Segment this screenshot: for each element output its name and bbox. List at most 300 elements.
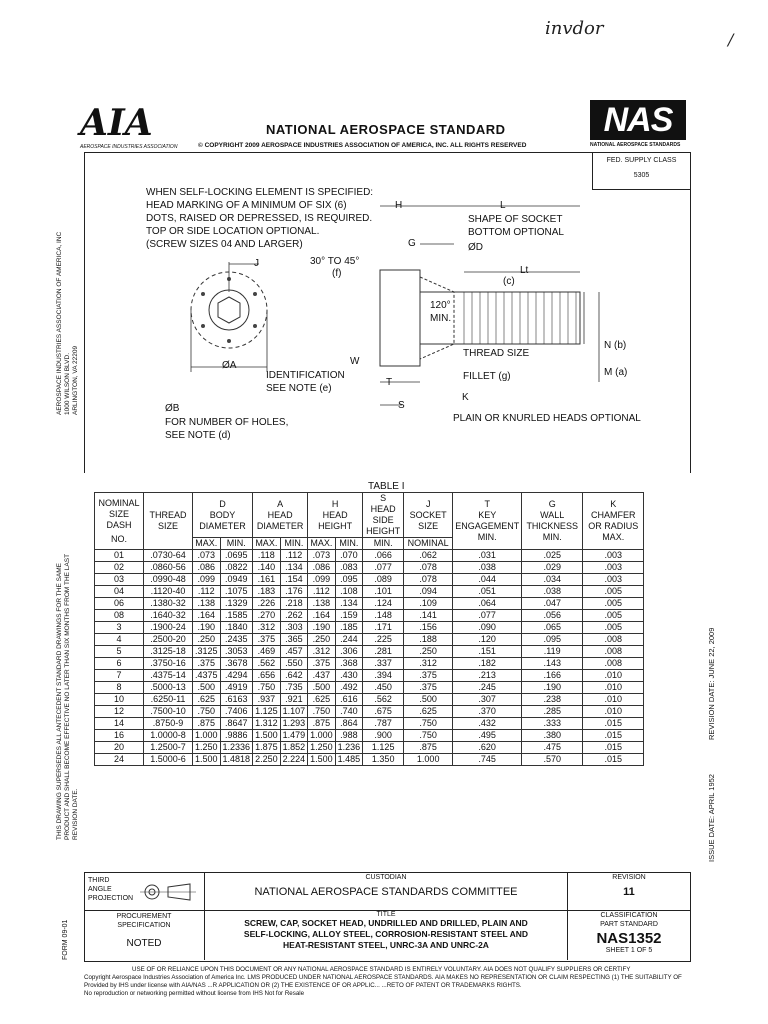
table-cell: 1.5000-6 [144, 754, 193, 766]
table-cell: .073 [308, 550, 336, 562]
table-cell: 24 [95, 754, 144, 766]
table-cell: 1.250 [193, 742, 221, 754]
table-cell: .787 [363, 718, 404, 730]
table-cell: .270 [253, 610, 281, 622]
table-cell: .745 [453, 754, 522, 766]
table-cell: .083 [335, 562, 363, 574]
table-row [95, 586, 644, 598]
table-title: TABLE I [368, 481, 405, 492]
table-cell: 1.350 [363, 754, 404, 766]
table-cell: .495 [453, 730, 522, 742]
table-row [95, 622, 644, 634]
table-cell: .337 [363, 658, 404, 670]
table-cell: .875 [193, 718, 221, 730]
table-row [95, 574, 644, 586]
table-cell: .1380-32 [144, 598, 193, 610]
spec-table-wrap [94, 492, 644, 766]
dim-s: S [398, 400, 405, 411]
table-cell: .109 [404, 598, 453, 610]
projection-box: THIRD ANGLE PROJECTION [84, 872, 205, 911]
table-cell: 3 [95, 622, 144, 634]
table-cell: 1.479 [280, 730, 308, 742]
table-cell: .166 [522, 670, 583, 682]
table-cell: 2.224 [280, 754, 308, 766]
table-cell: .306 [335, 646, 363, 658]
table-cell: .307 [453, 694, 522, 706]
table-cell: 1.4818 [220, 754, 253, 766]
table-row [95, 634, 644, 646]
table-row [95, 754, 644, 766]
sheet-number: SHEET 1 OF 5 [605, 947, 653, 954]
table-cell: .148 [363, 610, 404, 622]
table-cell: .218 [280, 598, 308, 610]
table-cell: 16 [95, 730, 144, 742]
dim-d: ØD [468, 242, 483, 253]
table-cell: .0949 [220, 574, 253, 586]
table-cell: .0695 [220, 550, 253, 562]
table-cell: .365 [280, 634, 308, 646]
table-cell: .262 [280, 610, 308, 622]
table-row [95, 658, 644, 670]
table-cell: .164 [193, 610, 221, 622]
table-cell: .285 [522, 706, 583, 718]
table-cell: .864 [335, 718, 363, 730]
table-cell: 1.875 [253, 742, 281, 754]
nas-logo-sub: NATIONAL AEROSPACE STANDARDS [590, 142, 681, 148]
aia-logo: AIA AEROSPACE INDUSTRIES ASSOCIATION [80, 102, 178, 150]
table-cell: .025 [522, 550, 583, 562]
table-cell: .2435 [220, 634, 253, 646]
table-cell: 8 [95, 682, 144, 694]
table-cell: .250 [404, 646, 453, 658]
table-cell: 03 [95, 574, 144, 586]
table-cell: .988 [335, 730, 363, 742]
copyright: © COPYRIGHT 2009 AEROSPACE INDUSTRIES ASSOCIATION OF AMERICA, INC. ALL RIGHTS RESERVED [198, 142, 527, 149]
table-cell: .735 [280, 682, 308, 694]
table-cell: 1.312 [253, 718, 281, 730]
table-cell: .038 [453, 562, 522, 574]
table-cell: .154 [280, 574, 308, 586]
a-min: MIN. [280, 538, 308, 550]
table-cell: .3125 [193, 646, 221, 658]
table-cell: .188 [404, 634, 453, 646]
table-cell: .038 [522, 586, 583, 598]
table-cell: .089 [363, 574, 404, 586]
table-cell: .937 [253, 694, 281, 706]
table-cell: .4375 [193, 670, 221, 682]
table-cell: .312 [404, 658, 453, 670]
table-cell: .003 [583, 562, 644, 574]
table-cell: .1329 [220, 598, 253, 610]
table-cell: .656 [253, 670, 281, 682]
table-cell: 1.000 [308, 730, 336, 742]
table-cell: .375 [404, 670, 453, 682]
table-cell: 4 [95, 634, 144, 646]
table-cell: .570 [522, 754, 583, 766]
angle-ref: (f) [332, 268, 342, 279]
table-row [95, 598, 644, 610]
table-cell: .138 [193, 598, 221, 610]
col-s: S HEAD SIDE HEIGHT [363, 493, 404, 538]
table-cell: .066 [363, 550, 404, 562]
table-cell: .4294 [220, 670, 253, 682]
table-cell: .7406 [220, 706, 253, 718]
table-cell: .250 [193, 634, 221, 646]
fillet-label: FILLET (g) [463, 371, 511, 382]
table-cell: 1.485 [335, 754, 363, 766]
table-cell: 1.852 [280, 742, 308, 754]
table-cell: .1585 [220, 610, 253, 622]
nas-logo: NAS [590, 100, 686, 140]
table-cell: .562 [253, 658, 281, 670]
thread-size-label: THREAD SIZE [463, 348, 530, 359]
table-row [95, 682, 644, 694]
issue-date: ISSUE DATE: APRIL 1952 [707, 774, 716, 862]
table-cell: .1840 [220, 622, 253, 634]
table-cell: 1.293 [280, 718, 308, 730]
table-cell: .437 [308, 670, 336, 682]
table-cell: .064 [453, 598, 522, 610]
table-cell: .086 [193, 562, 221, 574]
table-cell: 1.000 [404, 754, 453, 766]
table-row [95, 706, 644, 718]
table-cell: .3053 [220, 646, 253, 658]
d-max: MAX. [193, 538, 221, 550]
table-cell: .077 [363, 562, 404, 574]
table-cell: .1640-32 [144, 610, 193, 622]
table-cell: .005 [583, 598, 644, 610]
dim-m: M (a) [604, 367, 628, 378]
table-cell: .112 [280, 550, 308, 562]
table-cell: .134 [335, 598, 363, 610]
table-cell: .432 [453, 718, 522, 730]
dim-l: L [500, 200, 506, 211]
form-number: FORM 09-01 [62, 919, 69, 960]
table-cell: .140 [253, 562, 281, 574]
table-cell: .120 [453, 634, 522, 646]
table-cell: 01 [95, 550, 144, 562]
table-cell: .190 [308, 622, 336, 634]
table-cell: .051 [453, 586, 522, 598]
table-cell: .008 [583, 658, 644, 670]
table-cell: .005 [583, 622, 644, 634]
table-cell: 1.236 [335, 742, 363, 754]
table-cell: .010 [583, 694, 644, 706]
table-cell: .005 [583, 586, 644, 598]
col-a: A HEAD DIAMETER [253, 493, 308, 538]
table-cell: .008 [583, 634, 644, 646]
table-cell: .010 [583, 682, 644, 694]
table-cell: .6163 [220, 694, 253, 706]
projection-symbol-icon [140, 882, 200, 902]
footer: USE OF OR RELIANCE UPON THIS DOCUMENT OR ANY NATIONAL AEROSPACE STANDARD IS ENTIRELY VOLUNTARY. AIA DOES NOT QUALIFY SUPPLIERS OR CERTIFY Copyright Aerospace Industries Association of America Inc. LMS PRODUCED UNDER NATIONAL AEROSPACE STANDARDS. AIA MAKES NO REPRESENTATION OR CLAIM RESPECTING (1) THE SUITABILITY OF Provided by IHS under license with AIA/NAS ...R APPLICATION OR (2) THE EXISTENCE OF OR APPLIC... ...RETO OF PATENT OR TRADEMARKS RIGHTS. No reproduction or networking permitted without license from IHS Not for Resale [84, 966, 682, 997]
table-cell: .095 [522, 634, 583, 646]
spec-table-body [95, 550, 644, 766]
table-cell: .161 [253, 574, 281, 586]
table-row [95, 718, 644, 730]
table-cell: .226 [253, 598, 281, 610]
table-cell: .469 [253, 646, 281, 658]
table-cell: .9886 [220, 730, 253, 742]
table-cell: .3125-18 [144, 646, 193, 658]
table-row [95, 646, 644, 658]
table-cell: .213 [453, 670, 522, 682]
table-cell: .616 [335, 694, 363, 706]
table-cell: .750 [404, 718, 453, 730]
h-min: MIN. [335, 538, 363, 550]
table-cell: .015 [583, 730, 644, 742]
table-cell: .029 [522, 562, 583, 574]
heads-note: PLAIN OR KNURLED HEADS OPTIONAL [453, 413, 641, 424]
table-cell: .450 [363, 682, 404, 694]
table-cell: .375 [404, 682, 453, 694]
col-h: H HEAD HEIGHT [308, 493, 363, 538]
table-cell: .151 [453, 646, 522, 658]
table-cell: .642 [280, 670, 308, 682]
table-cell: .1075 [220, 586, 253, 598]
table-cell: 1.500 [193, 754, 221, 766]
table-cell: .900 [363, 730, 404, 742]
table-cell: .625 [404, 706, 453, 718]
table-cell: .095 [335, 574, 363, 586]
part-number: NAS1352 [596, 930, 662, 947]
dim-t: T [386, 377, 393, 388]
aia-address: AEROSPACE INDUSTRIES ASSOCIATION OF AMERICA, INC 1000 WILSON BLVD. ARLINGTON, VA 22209 [56, 231, 79, 415]
part-title: SCREW, CAP, SOCKET HEAD, UNDRILLED AND DRILLED, PLAIN AND SELF-LOCKING, ALLOY STEEL, CORROSION-RESISTANT STEEL AND HEAT-RESISTANT STEEL, UNRC-3A AND UNRC-2A [243, 918, 529, 950]
angle-label: 30° TO 45° [310, 256, 360, 267]
table-row [95, 694, 644, 706]
table-cell: .238 [522, 694, 583, 706]
table-cell: .190 [193, 622, 221, 634]
table-cell: .303 [280, 622, 308, 634]
table-cell: .056 [522, 610, 583, 622]
dim-lt-ref: (c) [503, 276, 515, 287]
table-cell: .8647 [220, 718, 253, 730]
table-cell: .0730-64 [144, 550, 193, 562]
revision-date: REVISION DATE: JUNE 22, 2009 [707, 627, 716, 740]
table-row [95, 730, 644, 742]
table-cell: .375 [253, 634, 281, 646]
table-cell: .312 [308, 646, 336, 658]
table-cell: .010 [583, 706, 644, 718]
table-cell: .047 [522, 598, 583, 610]
table-cell: .182 [453, 658, 522, 670]
s-min: MIN. [363, 538, 404, 550]
table-cell: .380 [522, 730, 583, 742]
dim-w: W [350, 356, 360, 367]
table-cell: 1.2336 [220, 742, 253, 754]
table-cell: .190 [522, 682, 583, 694]
table-cell: .044 [453, 574, 522, 586]
table-cell: .3678 [220, 658, 253, 670]
table-cell: 1.250 [308, 742, 336, 754]
table-cell: 1.0000-8 [144, 730, 193, 742]
table-cell: .005 [583, 610, 644, 622]
table-cell: .143 [522, 658, 583, 670]
table-cell: .112 [308, 586, 336, 598]
classification-box: CLASSIFICATION PART STANDARD NAS1352 SHEET 1 OF 5 [567, 910, 690, 960]
table-cell: .099 [308, 574, 336, 586]
table-cell: .245 [453, 682, 522, 694]
table-cell: 06 [95, 598, 144, 610]
table-cell: .078 [404, 562, 453, 574]
page-title: NATIONAL AEROSPACE STANDARD [266, 122, 506, 137]
table-cell: .010 [583, 670, 644, 682]
table-cell: .625 [308, 694, 336, 706]
table-cell: 1.500 [253, 730, 281, 742]
table-cell: .062 [404, 550, 453, 562]
table-cell: .5000-13 [144, 682, 193, 694]
table-cell: .138 [308, 598, 336, 610]
custodian-box: CUSTODIAN NATIONAL AEROSPACE STANDARDS COMMITTEE [205, 872, 567, 911]
table-cell: .368 [335, 658, 363, 670]
table-cell: 6 [95, 658, 144, 670]
table-cell: .281 [363, 646, 404, 658]
angle-120: 120° [430, 300, 451, 311]
table-cell: .171 [363, 622, 404, 634]
revision-box: REVISION 11 [567, 872, 690, 911]
table-cell: .250 [308, 634, 336, 646]
table-row [95, 670, 644, 682]
table-cell: .134 [280, 562, 308, 574]
table-cell: 14 [95, 718, 144, 730]
table-cell: .394 [363, 670, 404, 682]
table-cell: .430 [335, 670, 363, 682]
table-cell: .562 [363, 694, 404, 706]
table-cell: .094 [404, 586, 453, 598]
table-cell: .164 [308, 610, 336, 622]
table-row [95, 562, 644, 574]
table-cell: .492 [335, 682, 363, 694]
dim-lt: Lt [520, 265, 529, 276]
handwritten-note: invdor [545, 18, 604, 39]
col-thread: THREAD SIZE [144, 493, 193, 550]
h-max: MAX. [308, 538, 336, 550]
table-cell: 1.2500-7 [144, 742, 193, 754]
table-cell: .1900-24 [144, 622, 193, 634]
table-cell: .141 [404, 610, 453, 622]
table-cell: .457 [280, 646, 308, 658]
revision-number: 11 [623, 886, 635, 898]
table-cell: .620 [453, 742, 522, 754]
table-cell: .176 [280, 586, 308, 598]
procurement-value: NOTED [126, 938, 162, 949]
table-cell: 08 [95, 610, 144, 622]
table-cell: .118 [253, 550, 281, 562]
table-cell: 1.107 [280, 706, 308, 718]
table-cell: .500 [404, 694, 453, 706]
table-cell: .101 [363, 586, 404, 598]
table-cell: .078 [404, 574, 453, 586]
d-min: MIN. [220, 538, 253, 550]
table-cell: .124 [363, 598, 404, 610]
table-cell: .034 [522, 574, 583, 586]
dim-b: ØB [165, 403, 180, 414]
self-locking-note: WHEN SELF-LOCKING ELEMENT IS SPECIFIED: HEAD MARKING OF A MINIMUM OF SIX (6) DOTS, RAISED OR DEPRESSED, IS REQUIRED. TOP OR SIDE LOCATION OPTIONAL. (SCREW SIZES 04 AND LARGER) [146, 187, 374, 250]
table-cell: 1.000 [193, 730, 221, 742]
fed-supply-value: 5305 [633, 172, 650, 179]
table-cell: .8750-9 [144, 718, 193, 730]
table-cell: .0860-56 [144, 562, 193, 574]
supersedes-note: THIS DRAWING SUPERSEDES ALL ANTECEDENT STANDARD DRAWINGS FOR THE SAME PRODUCT AND SHALL BECOME EFFECTIVE NO LATER THAN SIX MONTHS FROM THE LAST REVISION DATE. [56, 553, 79, 840]
table-cell: .0990-48 [144, 574, 193, 586]
table-cell: .6250-11 [144, 694, 193, 706]
table-cell: .090 [453, 622, 522, 634]
col-t: T KEY ENGAGEMENT MIN. [453, 493, 522, 550]
table-cell: .015 [583, 742, 644, 754]
table-cell: .750 [253, 682, 281, 694]
table-cell: .108 [335, 586, 363, 598]
table-cell: .2500-20 [144, 634, 193, 646]
col-g: G WALL THICKNESS MIN. [522, 493, 583, 550]
table-cell: 12 [95, 706, 144, 718]
table-cell: .070 [335, 550, 363, 562]
table-cell: .875 [404, 742, 453, 754]
table-cell: 04 [95, 586, 144, 598]
table-cell: .065 [522, 622, 583, 634]
table-cell: .0822 [220, 562, 253, 574]
table-cell: 02 [95, 562, 144, 574]
table-cell: .500 [193, 682, 221, 694]
table-cell: .073 [193, 550, 221, 562]
table-cell: 7 [95, 670, 144, 682]
table-cell: .500 [308, 682, 336, 694]
title-box: TITLE SCREW, CAP, SOCKET HEAD, UNDRILLED AND DRILLED, PLAIN AND SELF-LOCKING, ALLOY STEEL, CORROSION-RESISTANT STEEL AND HEAT-RESISTANT STEEL, UNRC-3A AND UNRC-2A [205, 910, 567, 960]
table-cell: .119 [522, 646, 583, 658]
table-cell: .750 [308, 706, 336, 718]
col-d: D BODY DIAMETER [193, 493, 253, 538]
table-cell: .099 [193, 574, 221, 586]
table-cell: .333 [522, 718, 583, 730]
table-cell: .3750-16 [144, 658, 193, 670]
table-cell: .550 [280, 658, 308, 670]
table-cell: 10 [95, 694, 144, 706]
col-j: J SOCKET SIZE [404, 493, 453, 538]
table-cell: .008 [583, 646, 644, 658]
fed-supply-label: FED. SUPPLY CLASS [606, 157, 677, 164]
table-cell: 1.125 [253, 706, 281, 718]
table-cell: .750 [193, 706, 221, 718]
table-cell: .875 [308, 718, 336, 730]
table-cell: .185 [335, 622, 363, 634]
table-cell: .675 [363, 706, 404, 718]
table-cell: 1.125 [363, 742, 404, 754]
table-cell: .370 [453, 706, 522, 718]
table-cell: .225 [363, 634, 404, 646]
table-cell: .625 [193, 694, 221, 706]
table-cell: .4919 [220, 682, 253, 694]
dim-k: K [462, 392, 469, 403]
table-cell: .4375-14 [144, 670, 193, 682]
angle-120-min: MIN. [430, 313, 452, 324]
table-cell: .003 [583, 574, 644, 586]
a-max: MAX. [253, 538, 281, 550]
table-cell: .086 [308, 562, 336, 574]
col-dash: NOMINAL SIZE DASH NO. [95, 493, 144, 550]
table-cell: .750 [404, 730, 453, 742]
table-cell: .015 [583, 718, 644, 730]
spec-table [94, 492, 644, 766]
col-k: K CHAMFER OR RADIUS MAX. [583, 493, 644, 550]
table-cell: .375 [193, 658, 221, 670]
table-cell: .156 [404, 622, 453, 634]
table-cell: .244 [335, 634, 363, 646]
dim-g: G [408, 238, 416, 249]
table-cell: 20 [95, 742, 144, 754]
custodian-name: NATIONAL AEROSPACE STANDARDS COMMITTEE [254, 886, 518, 898]
dim-j: J [254, 258, 259, 269]
table-cell: .159 [335, 610, 363, 622]
